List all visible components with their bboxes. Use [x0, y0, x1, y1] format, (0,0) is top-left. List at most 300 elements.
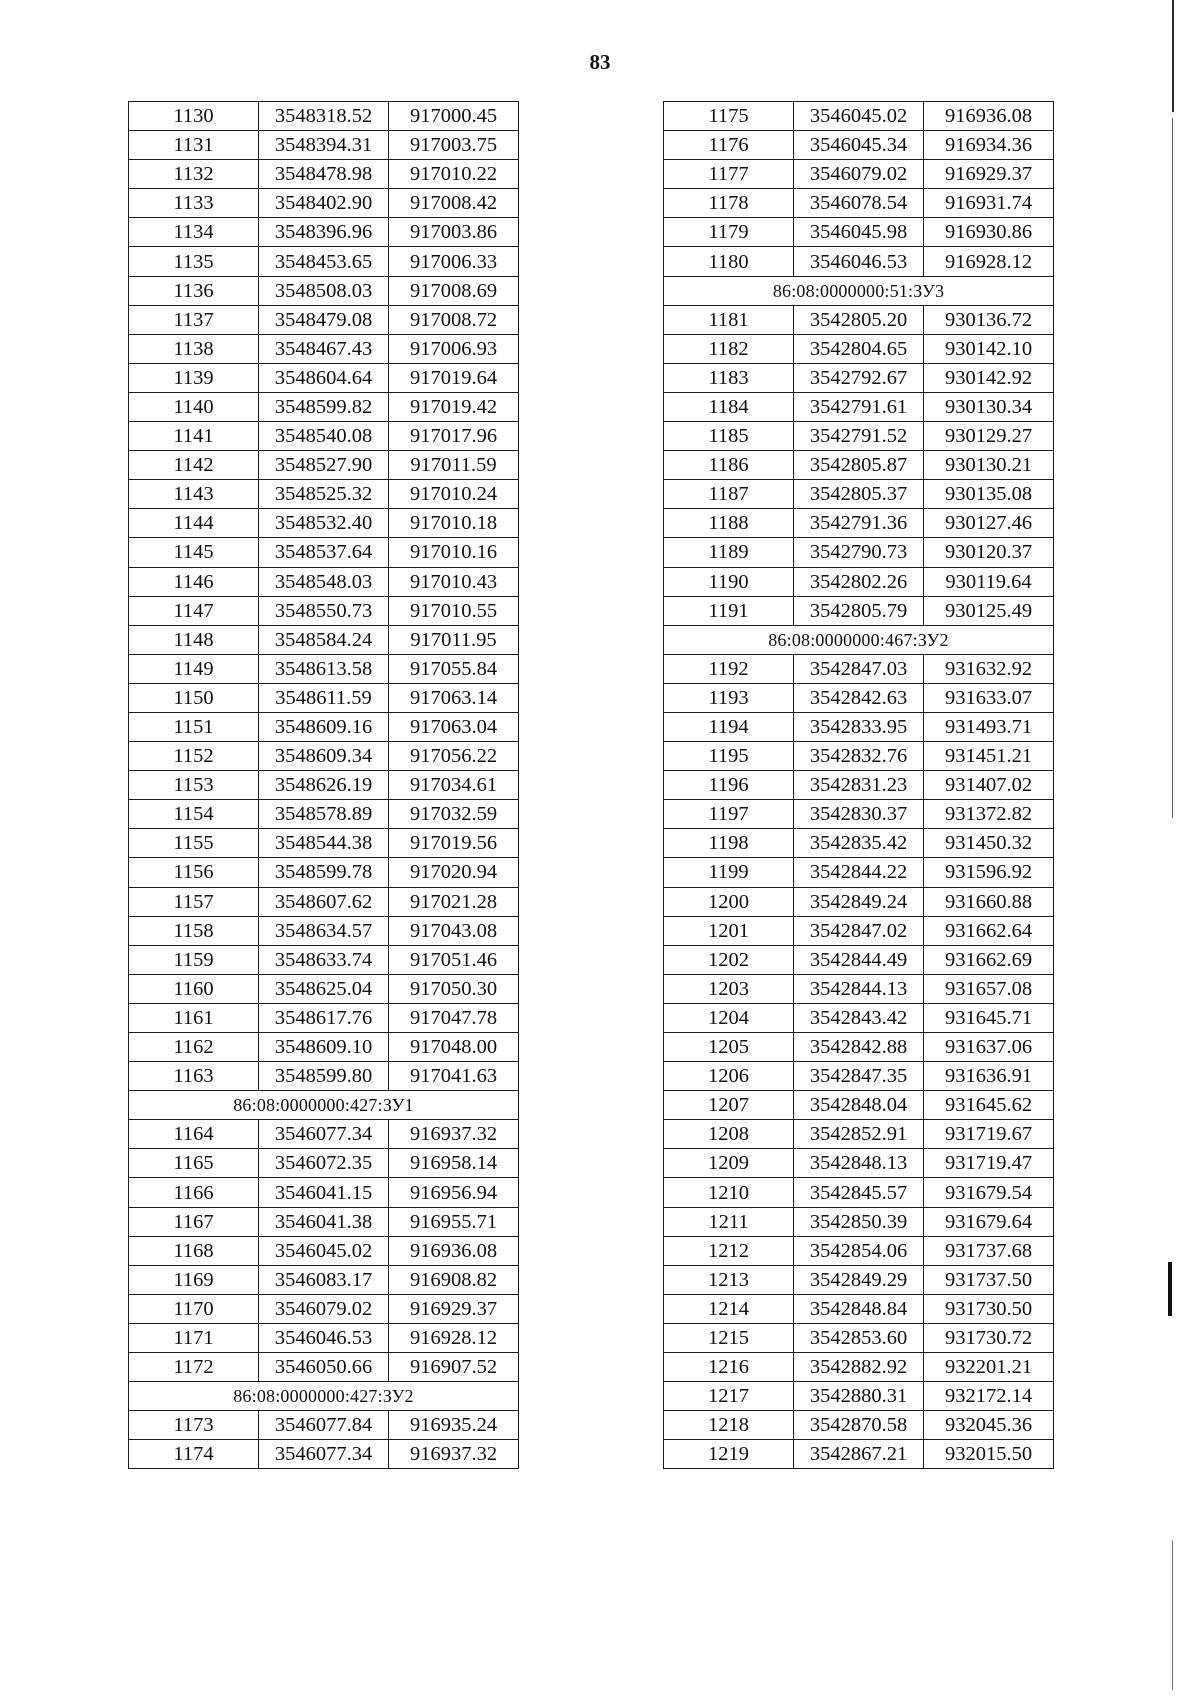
x-coordinate-cell: 3546077.34: [259, 1440, 389, 1469]
x-coordinate-cell: 3548607.62: [259, 887, 389, 916]
table-row: [129, 800, 519, 829]
point-number-cell: 1131: [129, 131, 259, 160]
y-coordinate-cell: 917000.45: [389, 102, 519, 131]
y-coordinate-cell: 917010.43: [389, 567, 519, 596]
y-coordinate-cell: 917008.72: [389, 305, 519, 334]
point-number-cell: 1150: [129, 683, 259, 712]
point-number-cell: 1219: [664, 1440, 794, 1469]
x-coordinate-cell: 3542853.60: [794, 1323, 924, 1352]
table-row: [129, 1323, 519, 1352]
y-coordinate-cell: 931633.07: [924, 683, 1054, 712]
table-row: [664, 1382, 1054, 1411]
point-number-cell: 1179: [664, 218, 794, 247]
table-row: [664, 480, 1054, 509]
table-row: [664, 1149, 1054, 1178]
section-header-row: [664, 625, 1054, 654]
x-coordinate-cell: 3548625.04: [259, 974, 389, 1003]
x-coordinate-cell: 3548599.82: [259, 392, 389, 421]
point-number-cell: 1178: [664, 189, 794, 218]
table-row: [664, 392, 1054, 421]
x-coordinate-cell: 3542805.20: [794, 305, 924, 334]
y-coordinate-cell: 931450.32: [924, 829, 1054, 858]
table-row: [129, 305, 519, 334]
point-number-cell: 1209: [664, 1149, 794, 1178]
x-coordinate-cell: 3542844.49: [794, 945, 924, 974]
y-coordinate-cell: 931493.71: [924, 712, 1054, 741]
x-coordinate-cell: 3546079.02: [794, 160, 924, 189]
x-coordinate-cell: 3546041.15: [259, 1178, 389, 1207]
x-coordinate-cell: 3548453.65: [259, 247, 389, 276]
point-number-cell: 1217: [664, 1382, 794, 1411]
y-coordinate-cell: 931372.82: [924, 800, 1054, 829]
point-number-cell: 1186: [664, 451, 794, 480]
x-coordinate-cell: 3548396.96: [259, 218, 389, 247]
point-number-cell: 1213: [664, 1265, 794, 1294]
table-row: [664, 305, 1054, 334]
point-number-cell: 1180: [664, 247, 794, 276]
x-coordinate-cell: 3548611.59: [259, 683, 389, 712]
y-coordinate-cell: 930127.46: [924, 509, 1054, 538]
table-row: [664, 1236, 1054, 1265]
table-row: [129, 829, 519, 858]
table-row: [664, 742, 1054, 771]
x-coordinate-cell: 3546077.84: [259, 1411, 389, 1440]
y-coordinate-cell: 917010.22: [389, 160, 519, 189]
table-row: [129, 1353, 519, 1382]
point-number-cell: 1160: [129, 974, 259, 1003]
x-coordinate-cell: 3546045.02: [794, 102, 924, 131]
table-row: [664, 800, 1054, 829]
table-row: [129, 102, 519, 131]
x-coordinate-cell: 3548634.57: [259, 916, 389, 945]
y-coordinate-cell: 916928.12: [924, 247, 1054, 276]
x-coordinate-cell: 3542847.03: [794, 654, 924, 683]
table-row: [664, 334, 1054, 363]
point-number-cell: 1144: [129, 509, 259, 538]
table-row: [664, 858, 1054, 887]
y-coordinate-cell: 917008.69: [389, 276, 519, 305]
x-coordinate-cell: 3542791.61: [794, 392, 924, 421]
x-coordinate-cell: 3548508.03: [259, 276, 389, 305]
table-row: [129, 1411, 519, 1440]
table-row: [129, 189, 519, 218]
point-number-cell: 1205: [664, 1033, 794, 1062]
table-row: [664, 1033, 1054, 1062]
y-coordinate-cell: 917017.96: [389, 422, 519, 451]
point-number-cell: 1175: [664, 102, 794, 131]
coordinates-table-left: [128, 101, 519, 1469]
point-number-cell: 1154: [129, 800, 259, 829]
point-number-cell: 1149: [129, 654, 259, 683]
point-number-cell: 1197: [664, 800, 794, 829]
y-coordinate-cell: 917011.95: [389, 625, 519, 654]
table-row: [664, 131, 1054, 160]
table-row: [129, 1207, 519, 1236]
x-coordinate-cell: 3548540.08: [259, 422, 389, 451]
table-row: [129, 363, 519, 392]
x-coordinate-cell: 3548537.64: [259, 538, 389, 567]
x-coordinate-cell: 3548626.19: [259, 771, 389, 800]
x-coordinate-cell: 3542843.42: [794, 1003, 924, 1032]
point-number-cell: 1142: [129, 451, 259, 480]
point-number-cell: 1164: [129, 1120, 259, 1149]
x-coordinate-cell: 3548550.73: [259, 596, 389, 625]
point-number-cell: 1157: [129, 887, 259, 916]
x-coordinate-cell: 3542805.79: [794, 596, 924, 625]
y-coordinate-cell: 917020.94: [389, 858, 519, 887]
y-coordinate-cell: 916956.94: [389, 1178, 519, 1207]
y-coordinate-cell: 916936.08: [389, 1236, 519, 1265]
x-coordinate-cell: 3548604.64: [259, 363, 389, 392]
point-number-cell: 1208: [664, 1120, 794, 1149]
y-coordinate-cell: 917019.64: [389, 363, 519, 392]
point-number-cell: 1215: [664, 1323, 794, 1352]
x-coordinate-cell: 3546045.98: [794, 218, 924, 247]
y-coordinate-cell: 917055.84: [389, 654, 519, 683]
y-coordinate-cell: 916929.37: [389, 1294, 519, 1323]
table-row: [664, 945, 1054, 974]
y-coordinate-cell: 917063.14: [389, 683, 519, 712]
y-coordinate-cell: 931657.08: [924, 974, 1054, 1003]
y-coordinate-cell: 917006.93: [389, 334, 519, 363]
table-row: [664, 1207, 1054, 1236]
table-row: [129, 334, 519, 363]
x-coordinate-cell: 3546041.38: [259, 1207, 389, 1236]
x-coordinate-cell: 3542842.63: [794, 683, 924, 712]
y-coordinate-cell: 931679.54: [924, 1178, 1054, 1207]
point-number-cell: 1147: [129, 596, 259, 625]
x-coordinate-cell: 3548609.34: [259, 742, 389, 771]
point-number-cell: 1143: [129, 480, 259, 509]
table-row: [664, 160, 1054, 189]
y-coordinate-cell: 931660.88: [924, 887, 1054, 916]
x-coordinate-cell: 3542845.57: [794, 1178, 924, 1207]
point-number-cell: 1192: [664, 654, 794, 683]
y-coordinate-cell: 931596.92: [924, 858, 1054, 887]
table-row: [129, 276, 519, 305]
y-coordinate-cell: 917006.33: [389, 247, 519, 276]
x-coordinate-cell: 3548609.10: [259, 1033, 389, 1062]
y-coordinate-cell: 916934.36: [924, 131, 1054, 160]
x-coordinate-cell: 3546045.34: [794, 131, 924, 160]
table-row: [129, 247, 519, 276]
table-row: [129, 538, 519, 567]
table-row: [664, 916, 1054, 945]
x-coordinate-cell: 3548599.78: [259, 858, 389, 887]
x-coordinate-cell: 3542849.24: [794, 887, 924, 916]
section-header-row: [129, 1382, 519, 1411]
table-row: [664, 189, 1054, 218]
point-number-cell: 1168: [129, 1236, 259, 1265]
y-coordinate-cell: 930119.64: [924, 567, 1054, 596]
point-number-cell: 1134: [129, 218, 259, 247]
point-number-cell: 1136: [129, 276, 259, 305]
table-row: [664, 1353, 1054, 1382]
y-coordinate-cell: 931719.67: [924, 1120, 1054, 1149]
section-header-row: [664, 276, 1054, 305]
table-row: [664, 596, 1054, 625]
point-number-cell: 1161: [129, 1003, 259, 1032]
point-number-cell: 1199: [664, 858, 794, 887]
y-coordinate-cell: 916907.52: [389, 1353, 519, 1382]
point-number-cell: 1189: [664, 538, 794, 567]
section-header-row: [129, 1091, 519, 1120]
x-coordinate-cell: 3548548.03: [259, 567, 389, 596]
point-number-cell: 1206: [664, 1062, 794, 1091]
table-row: [664, 1003, 1054, 1032]
table-row: [664, 451, 1054, 480]
x-coordinate-cell: 3546050.66: [259, 1353, 389, 1382]
table-row: [129, 131, 519, 160]
table-row: [129, 218, 519, 247]
x-coordinate-cell: 3542867.21: [794, 1440, 924, 1469]
point-number-cell: 1138: [129, 334, 259, 363]
x-coordinate-cell: 3542848.04: [794, 1091, 924, 1120]
x-coordinate-cell: 3542880.31: [794, 1382, 924, 1411]
y-coordinate-cell: 931737.50: [924, 1265, 1054, 1294]
point-number-cell: 1139: [129, 363, 259, 392]
point-number-cell: 1176: [664, 131, 794, 160]
point-number-cell: 1184: [664, 392, 794, 421]
y-coordinate-cell: 932045.36: [924, 1411, 1054, 1440]
y-coordinate-cell: 930142.92: [924, 363, 1054, 392]
y-coordinate-cell: 917043.08: [389, 916, 519, 945]
x-coordinate-cell: 3542847.02: [794, 916, 924, 945]
point-number-cell: 1182: [664, 334, 794, 363]
table-row: [129, 451, 519, 480]
table-row: [129, 654, 519, 683]
x-coordinate-cell: 3542790.73: [794, 538, 924, 567]
point-number-cell: 1193: [664, 683, 794, 712]
point-number-cell: 1130: [129, 102, 259, 131]
point-number-cell: 1148: [129, 625, 259, 654]
x-coordinate-cell: 3542849.29: [794, 1265, 924, 1294]
y-coordinate-cell: 931662.69: [924, 945, 1054, 974]
y-coordinate-cell: 930129.27: [924, 422, 1054, 451]
y-coordinate-cell: 917021.28: [389, 887, 519, 916]
point-number-cell: 1194: [664, 712, 794, 741]
x-coordinate-cell: 3542835.42: [794, 829, 924, 858]
x-coordinate-cell: 3548613.58: [259, 654, 389, 683]
y-coordinate-cell: 931645.62: [924, 1091, 1054, 1120]
x-coordinate-cell: 3548609.16: [259, 712, 389, 741]
y-coordinate-cell: 917048.00: [389, 1033, 519, 1062]
y-coordinate-cell: 932172.14: [924, 1382, 1054, 1411]
x-coordinate-cell: 3542844.22: [794, 858, 924, 887]
y-coordinate-cell: 930130.21: [924, 451, 1054, 480]
point-number-cell: 1152: [129, 742, 259, 771]
table-row: [129, 974, 519, 1003]
point-number-cell: 1151: [129, 712, 259, 741]
point-number-cell: 1170: [129, 1294, 259, 1323]
point-number-cell: 1140: [129, 392, 259, 421]
table-row: [129, 1265, 519, 1294]
y-coordinate-cell: 916937.32: [389, 1120, 519, 1149]
y-coordinate-cell: 917010.24: [389, 480, 519, 509]
x-coordinate-cell: 3542850.39: [794, 1207, 924, 1236]
point-number-cell: 1171: [129, 1323, 259, 1352]
x-coordinate-cell: 3548532.40: [259, 509, 389, 538]
point-number-cell: 1172: [129, 1353, 259, 1382]
table-row: [129, 625, 519, 654]
table-row: [664, 1178, 1054, 1207]
point-number-cell: 1177: [664, 160, 794, 189]
point-number-cell: 1190: [664, 567, 794, 596]
point-number-cell: 1159: [129, 945, 259, 974]
y-coordinate-cell: 930130.34: [924, 392, 1054, 421]
point-number-cell: 1204: [664, 1003, 794, 1032]
y-coordinate-cell: 931730.72: [924, 1323, 1054, 1352]
x-coordinate-cell: 3548584.24: [259, 625, 389, 654]
y-coordinate-cell: 917010.55: [389, 596, 519, 625]
point-number-cell: 1211: [664, 1207, 794, 1236]
parcel-cadastral-number: 86:08:0000000:427:ЗУ1: [129, 1091, 519, 1120]
table-row: [664, 1062, 1054, 1091]
point-number-cell: 1183: [664, 363, 794, 392]
scan-edge-mark: [1172, 1540, 1173, 1690]
table-row: [129, 392, 519, 421]
x-coordinate-cell: 3542844.13: [794, 974, 924, 1003]
x-coordinate-cell: 3542830.37: [794, 800, 924, 829]
table-row: [129, 480, 519, 509]
point-number-cell: 1203: [664, 974, 794, 1003]
table-row: [664, 567, 1054, 596]
point-number-cell: 1181: [664, 305, 794, 334]
x-coordinate-cell: 3542791.36: [794, 509, 924, 538]
point-number-cell: 1166: [129, 1178, 259, 1207]
x-coordinate-cell: 3548467.43: [259, 334, 389, 363]
y-coordinate-cell: 917003.75: [389, 131, 519, 160]
x-coordinate-cell: 3548525.32: [259, 480, 389, 509]
x-coordinate-cell: 3542848.13: [794, 1149, 924, 1178]
scan-edge-mark: [1168, 1262, 1172, 1316]
table-row: [664, 1323, 1054, 1352]
y-coordinate-cell: 916936.08: [924, 102, 1054, 131]
parcel-cadastral-number: 86:08:0000000:467:ЗУ2: [664, 625, 1054, 654]
x-coordinate-cell: 3548478.98: [259, 160, 389, 189]
x-coordinate-cell: 3546046.53: [259, 1323, 389, 1352]
y-coordinate-cell: 931719.47: [924, 1149, 1054, 1178]
x-coordinate-cell: 3542791.52: [794, 422, 924, 451]
x-coordinate-cell: 3542802.26: [794, 567, 924, 596]
table-row: [664, 712, 1054, 741]
y-coordinate-cell: 932201.21: [924, 1353, 1054, 1382]
x-coordinate-cell: 3546078.54: [794, 189, 924, 218]
x-coordinate-cell: 3542852.91: [794, 1120, 924, 1149]
y-coordinate-cell: 931730.50: [924, 1294, 1054, 1323]
x-coordinate-cell: 3548402.90: [259, 189, 389, 218]
point-number-cell: 1212: [664, 1236, 794, 1265]
y-coordinate-cell: 931679.64: [924, 1207, 1054, 1236]
point-number-cell: 1191: [664, 596, 794, 625]
table-row: [664, 1294, 1054, 1323]
y-coordinate-cell: 930142.10: [924, 334, 1054, 363]
y-coordinate-cell: 930125.49: [924, 596, 1054, 625]
table-row: [129, 1236, 519, 1265]
table-row: [664, 974, 1054, 1003]
table-row: [129, 945, 519, 974]
x-coordinate-cell: 3546045.02: [259, 1236, 389, 1265]
table-row: [664, 1440, 1054, 1469]
point-number-cell: 1162: [129, 1033, 259, 1062]
point-number-cell: 1158: [129, 916, 259, 945]
point-number-cell: 1185: [664, 422, 794, 451]
x-coordinate-cell: 3542847.35: [794, 1062, 924, 1091]
y-coordinate-cell: 917003.86: [389, 218, 519, 247]
point-number-cell: 1156: [129, 858, 259, 887]
y-coordinate-cell: 917008.42: [389, 189, 519, 218]
x-coordinate-cell: 3546046.53: [794, 247, 924, 276]
table-row: [664, 1120, 1054, 1149]
y-coordinate-cell: 931407.02: [924, 771, 1054, 800]
table-row: [129, 771, 519, 800]
table-row: [664, 102, 1054, 131]
coordinates-table-left-body: [129, 102, 519, 1469]
scan-edge-mark: [1172, 118, 1173, 818]
y-coordinate-cell: 917032.59: [389, 800, 519, 829]
table-row: [129, 1149, 519, 1178]
table-row: [664, 654, 1054, 683]
point-number-cell: 1146: [129, 567, 259, 596]
y-coordinate-cell: 930120.37: [924, 538, 1054, 567]
x-coordinate-cell: 3548394.31: [259, 131, 389, 160]
table-row: [129, 1440, 519, 1469]
table-row: [664, 422, 1054, 451]
y-coordinate-cell: 916931.74: [924, 189, 1054, 218]
y-coordinate-cell: 930136.72: [924, 305, 1054, 334]
page-number: 83: [589, 50, 611, 74]
x-coordinate-cell: 3548617.76: [259, 1003, 389, 1032]
table-row: [129, 742, 519, 771]
table-row: [664, 1411, 1054, 1440]
x-coordinate-cell: 3548599.80: [259, 1062, 389, 1091]
point-number-cell: 1174: [129, 1440, 259, 1469]
table-row: [664, 509, 1054, 538]
y-coordinate-cell: 917019.56: [389, 829, 519, 858]
x-coordinate-cell: 3546083.17: [259, 1265, 389, 1294]
parcel-cadastral-number: 86:08:0000000:427:ЗУ2: [129, 1382, 519, 1411]
x-coordinate-cell: 3542832.76: [794, 742, 924, 771]
table-row: [664, 887, 1054, 916]
y-coordinate-cell: 931645.71: [924, 1003, 1054, 1032]
x-coordinate-cell: 3542805.37: [794, 480, 924, 509]
y-coordinate-cell: 917041.63: [389, 1062, 519, 1091]
table-row: [129, 1178, 519, 1207]
x-coordinate-cell: 3542882.92: [794, 1353, 924, 1382]
point-number-cell: 1216: [664, 1353, 794, 1382]
table-row: [664, 829, 1054, 858]
point-number-cell: 1137: [129, 305, 259, 334]
x-coordinate-cell: 3548578.89: [259, 800, 389, 829]
table-row: [129, 1120, 519, 1149]
y-coordinate-cell: 931632.92: [924, 654, 1054, 683]
point-number-cell: 1210: [664, 1178, 794, 1207]
y-coordinate-cell: 916928.12: [389, 1323, 519, 1352]
point-number-cell: 1169: [129, 1265, 259, 1294]
x-coordinate-cell: 3548318.52: [259, 102, 389, 131]
x-coordinate-cell: 3542870.58: [794, 1411, 924, 1440]
y-coordinate-cell: 917050.30: [389, 974, 519, 1003]
y-coordinate-cell: 916958.14: [389, 1149, 519, 1178]
point-number-cell: 1173: [129, 1411, 259, 1440]
point-number-cell: 1218: [664, 1411, 794, 1440]
table-row: [129, 1062, 519, 1091]
table-row: [664, 363, 1054, 392]
y-coordinate-cell: 917011.59: [389, 451, 519, 480]
x-coordinate-cell: 3542833.95: [794, 712, 924, 741]
table-row: [129, 1294, 519, 1323]
y-coordinate-cell: 916929.37: [924, 160, 1054, 189]
